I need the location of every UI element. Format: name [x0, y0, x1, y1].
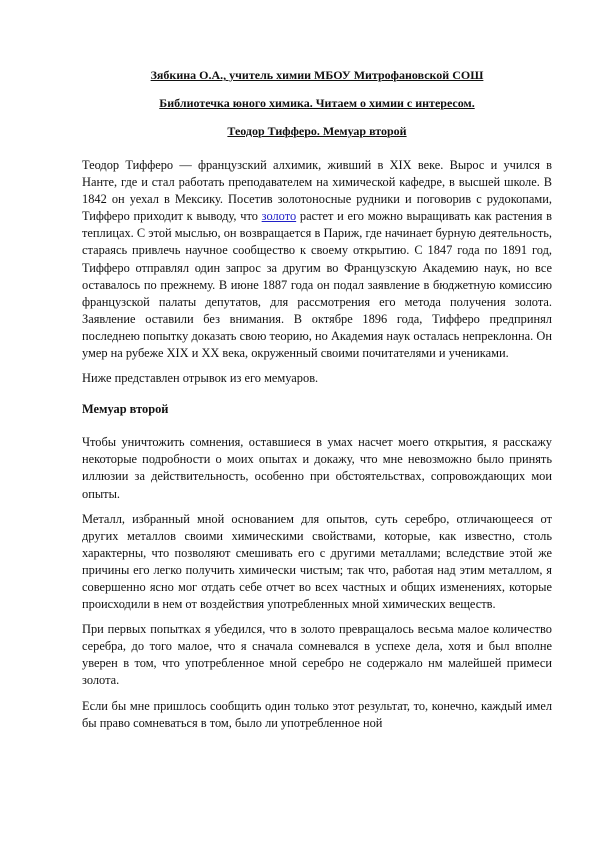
- memoir-paragraph: Чтобы уничтожить сомнения, оставшиеся в умах насчет моего открытия, я расскажу некоторые подробности о моих опытах и докажу, что мне невозможно было принять иллюзии за действительность, особенно при обстоятельствах, сопровождающих мои опыты.: [82, 435, 552, 501]
- intro-paragraph: [82, 157, 552, 362]
- section-heading: Мемуар второй: [82, 402, 169, 417]
- gold-link[interactable]: золото: [261, 209, 297, 224]
- memoir-paragraph: Металл, избранный мной основанием для опытов, суть серебро, отличающееся от других металлов своими химическими свойствами, которые, как известно, столь характерны, что позволяют смешивать его с другими металлами; вследствие этой же причины его легко получить химически чистым; так что, работая над этим металлом, я совершенно ясно мог отдать себе отчет во всех частных и общих изменениях, которые происходили в нем от воздействия употребленных мной химических веществ.: [82, 511, 552, 612]
- excerpt-note: Ниже представлен отрывок из его мемуаров.: [82, 371, 319, 386]
- author-line: Зябкина О.А., учитель химии МБОУ Митрофановской СОШ: [150, 68, 484, 82]
- memoir-paragraph: Если бы мне пришлось сообщить один только этот результат, то, конечно, каждый имел бы право сомневаться в том, было ли употребленное ной: [82, 698, 552, 730]
- intro-text-after-link: растет и его можно выращивать как растения в теплицах. С этой мыслью, он возвращается в Париж, где начинает бурную деятельность, стараясь привлечь научное сообщество к своему открытию. С 1847 года по 1891 год, Тифферо отправлял один запрос за другим во Французскую Академию наук, но все оставалось по прежнему. В июне 1887 года он подал заявление в бюджетную комиссию французской палаты депутатов, для рассмотрения его метода получения золота. Заявление оставили без внимания. В октябре 1896 года, Тифферо предпринял последнею попытку доказать свою теорию, но Академия наук осталась непреклонна. Он умер на рубеже XIX и XX века, окруженный своими почитателями и учениками.: [82, 209, 552, 361]
- intro-text-before-link: Теодор Тифферо — французский алхимик, живший в XIX веке. Вырос и учился в Нанте, где и стал работать преподавателем на химической кафедре, в высшей школе. В 1842 он уехал в Мексику. Посетив золотоносные рудники и поговорив с рудокопами, Тифферо приходит к выводу, что: [82, 158, 552, 224]
- series-line: Библиотечка юного химика. Читаем о химии с интересом.: [159, 96, 475, 110]
- document-title: Теодор Тифферо. Мемуар второй: [227, 124, 407, 138]
- document-body: [82, 62, 552, 732]
- memoir-paragraph: При первых попытках я убедился, что в золото превращалось весьма малое количество серебра, до того малое, что я сначала сомневался в успехе дела, хотя и был вполне уверен в том, что употребленное мной серебро не содержало нм малейшей примеси золота.: [82, 622, 552, 688]
